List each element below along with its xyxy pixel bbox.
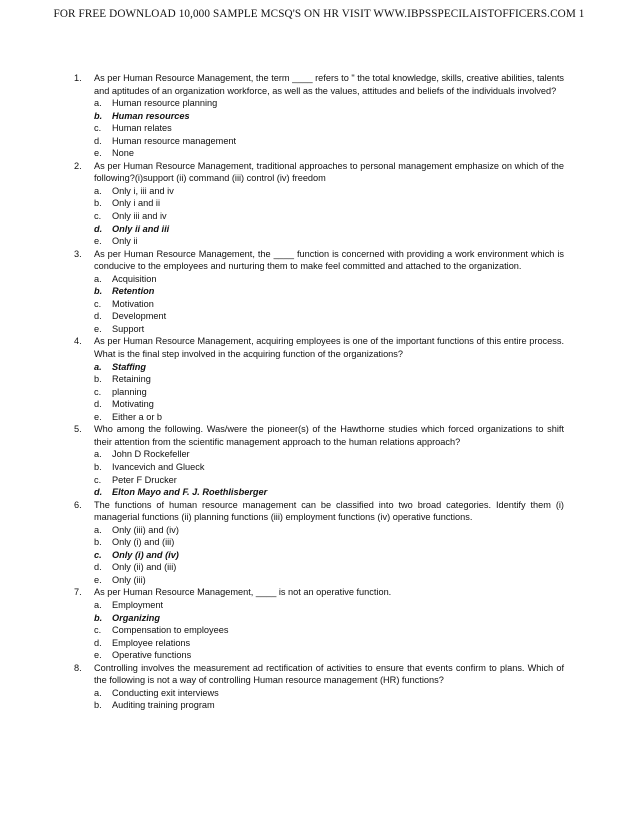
option-text: Employment — [112, 599, 164, 610]
option-letter: a. — [94, 361, 102, 372]
answer-option — [94, 210, 564, 223]
answer-option — [94, 135, 564, 148]
option-text: Compensation to employees — [112, 625, 229, 636]
question-text: The functions of human resource management can be classified into two broad categories. Identify them (i) managerial functions (ii) planning functions (iii) employment functions (iv) operative functions. — [94, 499, 564, 523]
option-letter: e. — [94, 323, 102, 334]
question-text: Controlling involves the measurement ad rectification of activities to ensure that events confirm to plans. Which of the following is not a way of controlling Human resource management (HR) functions? — [94, 662, 564, 686]
answer-option — [94, 310, 564, 323]
question-text: As per Human Resource Management, acquiring employees is one of the important functions of this entire process. What is the final step involved in the acquiring function of the organizations? — [94, 336, 564, 360]
option-text: Only ii and iii — [112, 223, 170, 234]
option-letter: b. — [94, 461, 102, 472]
answer-option — [94, 599, 564, 612]
option-text: Only i, iii and iv — [112, 185, 174, 196]
answer-option-correct — [94, 223, 564, 236]
question-5 — [74, 423, 564, 498]
answer-option — [94, 411, 564, 424]
option-letter: e. — [94, 236, 102, 247]
option-text: Only (iii) — [112, 574, 146, 585]
question-2 — [74, 160, 564, 248]
answer-option — [94, 624, 564, 637]
question-text: As per Human Resource Management, the ____ function is concerned with providing a work environment which is conducive to the employees and nurturing them to make feel committed and attached to the organization. — [94, 248, 564, 272]
option-text: Staffing — [112, 361, 147, 372]
answer-option — [94, 398, 564, 411]
answer-option — [94, 373, 564, 386]
answer-option — [94, 323, 564, 336]
option-text: Peter F Drucker — [112, 474, 177, 485]
page-header: FOR FREE DOWNLOAD 10,000 SAMPLE MCSQ'S ON HR VISIT WWW.IBPSSPECILAISTOFFICERS.COM 1 — [53, 8, 585, 20]
answer-option — [94, 235, 564, 248]
question-text: As per Human Resource Management, traditional approaches to personal management emphasize on which of the following?(i)support (ii) command (iii) control (iv) freedom — [94, 160, 564, 184]
option-letter: d. — [94, 135, 102, 146]
option-letter: e. — [94, 574, 102, 585]
question-text: Who among the following. Was/were the pioneer(s) of the Hawthorne studies which forced organizations to shift their attention from the scientific management approach to the human relations approach? — [94, 424, 564, 447]
answer-option — [94, 122, 564, 135]
option-letter: a. — [94, 524, 102, 535]
answer-option-correct — [94, 486, 564, 499]
option-text: Employee relations — [112, 637, 191, 648]
question-3 — [74, 248, 564, 336]
option-letter: d. — [94, 562, 102, 573]
option-text: Only ii — [112, 236, 138, 247]
answer-option — [94, 649, 564, 662]
option-text: Only (iii) and (iv) — [112, 524, 179, 535]
question-number: 3. — [74, 248, 82, 259]
question-7 — [74, 586, 564, 661]
option-letter: e. — [94, 411, 102, 422]
answer-option — [94, 536, 564, 549]
option-text: Operative functions — [112, 650, 192, 661]
option-letter: c. — [94, 474, 102, 485]
option-letter: c. — [94, 211, 102, 222]
option-text: Only iii and iv — [112, 211, 167, 222]
option-text: Either a or b — [112, 411, 163, 422]
question-number: 5. — [74, 424, 82, 435]
option-letter: e. — [94, 148, 102, 159]
option-text: None — [112, 148, 134, 159]
option-letter: b. — [94, 110, 103, 121]
option-text: Development — [112, 311, 167, 322]
question-number: 6. — [74, 499, 82, 510]
answer-option — [94, 524, 564, 537]
answer-option — [94, 273, 564, 286]
answer-option — [94, 561, 564, 574]
answer-option — [94, 687, 564, 700]
question-number: 8. — [74, 662, 82, 673]
option-letter: d. — [94, 637, 102, 648]
question-4 — [74, 335, 564, 423]
question-6 — [74, 499, 564, 587]
option-text: Retention — [112, 286, 155, 297]
answer-option — [94, 637, 564, 650]
option-letter: a. — [94, 687, 102, 698]
option-letter: a. — [94, 273, 102, 284]
answer-option — [94, 197, 564, 210]
option-letter: a. — [94, 449, 102, 460]
answer-option — [94, 699, 564, 712]
question-number: 2. — [74, 160, 82, 171]
option-text: Motivation — [112, 298, 154, 309]
question-1 — [74, 72, 565, 160]
question-number: 7. — [74, 587, 82, 598]
answer-option-correct — [94, 285, 564, 298]
answer-option — [94, 448, 564, 461]
question-number: 4. — [74, 336, 82, 347]
question-text: As per Human Resource Management, the term ____ refers to " the total knowledge, skills, creative abilities, talents and aptitudes of an organization workforce, as well as the values, attitudes and beliefs of the individuals involved? — [94, 73, 565, 96]
answer-option-correct — [94, 110, 564, 123]
answer-option — [94, 185, 564, 198]
option-letter: c. — [94, 123, 102, 134]
option-text: Support — [112, 323, 145, 334]
option-letter: c. — [94, 386, 102, 397]
option-letter: b. — [94, 612, 103, 623]
answer-option — [94, 147, 564, 160]
option-letter: d. — [94, 223, 103, 234]
option-text: planning — [112, 386, 147, 397]
option-letter: a. — [94, 98, 102, 109]
answer-option-correct — [94, 612, 564, 625]
question-list — [74, 72, 565, 712]
option-text: Motivating — [112, 399, 154, 410]
option-text: Only (i) and (iv) — [112, 549, 179, 560]
answer-option — [94, 298, 564, 311]
option-letter: a. — [94, 185, 102, 196]
option-letter: b. — [94, 374, 102, 385]
answer-option — [94, 386, 564, 399]
option-text: Elton Mayo and F. J. Roethlisberger — [112, 487, 268, 498]
option-text: Auditing training program — [112, 700, 215, 711]
answer-option — [94, 474, 564, 487]
option-text: Human resource management — [112, 135, 237, 146]
option-text: Only (ii) and (iii) — [112, 562, 177, 573]
option-letter: d. — [94, 311, 102, 322]
option-text: Organizing — [112, 612, 160, 623]
option-letter: b. — [94, 700, 102, 711]
option-text: Conducting exit interviews — [112, 687, 219, 698]
answer-option — [94, 574, 564, 587]
answer-option — [94, 461, 564, 474]
option-text: Only (i) and (iii) — [112, 537, 175, 548]
answer-option-correct — [94, 549, 564, 562]
question-number: 1. — [74, 73, 82, 83]
option-text: Only i and ii — [112, 198, 161, 209]
option-text: Human relates — [112, 123, 172, 134]
answer-option-correct — [94, 361, 564, 374]
option-letter: e. — [94, 650, 102, 661]
answer-option — [94, 97, 564, 110]
option-letter: c. — [94, 625, 102, 636]
option-letter: b. — [94, 286, 103, 297]
option-letter: c. — [94, 549, 102, 560]
option-text: Human resources — [112, 110, 190, 121]
option-letter: d. — [94, 399, 102, 410]
option-letter: c. — [94, 298, 102, 309]
option-text: Ivancevich and Glueck — [112, 461, 205, 472]
option-text: Acquisition — [112, 273, 157, 284]
option-letter: b. — [94, 198, 102, 209]
question-8 — [74, 662, 564, 712]
option-letter: d. — [94, 487, 103, 498]
option-text: Retaining — [112, 374, 151, 385]
option-letter: a. — [94, 599, 102, 610]
question-text: As per Human Resource Management, ____ is not an operative function. — [94, 587, 392, 598]
option-letter: b. — [94, 537, 102, 548]
option-text: John D Rockefeller — [112, 449, 190, 460]
option-text: Human resource planning — [112, 98, 218, 109]
